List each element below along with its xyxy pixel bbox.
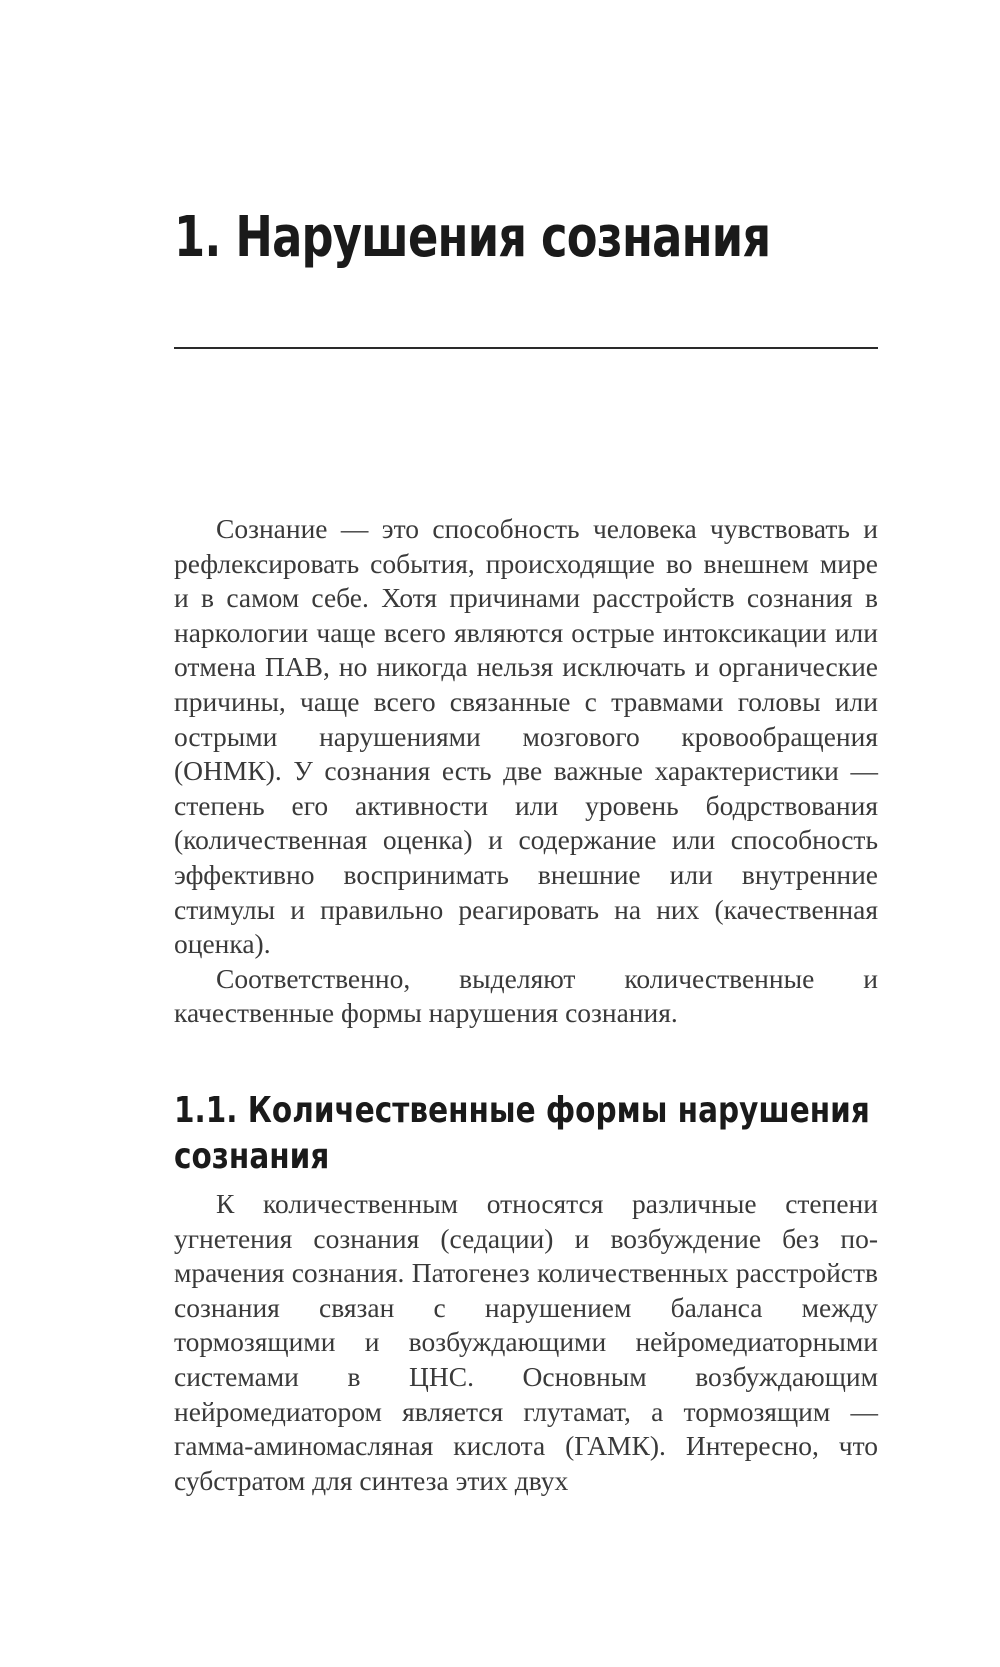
section-title: 1.1. Количественные формы нарушения сознания (174, 1090, 870, 1177)
chapter-divider (174, 347, 878, 349)
paragraph: Соответственно, выделяют количественные и качественные формы нарушения сознания. (174, 962, 878, 1029)
section-text (174, 1187, 878, 1498)
paragraph: Сознание — это способность человека чувствовать и рефлексировать события, происходящие во внешнем мире и в самом себе. Хотя причинами расстройств сознания в наркологии чаще всего являются острые интоксикации или отмена ПАВ, но никогда нельзя исключать и органические причины, чаще всего связанные с травмами головы или острыми нарушениями мозгового кровообращения (ОНМК). У сознания есть две важные характеристики — степень его активности или уровень бодрствования (количественная оценка) и содержание или способность эффективно воспринимать внешние или внутренние стимулы и правильно реагировать на них (качественная оценка). (174, 513, 878, 960)
chapter-title: 1. Нарушения сознания (174, 205, 771, 270)
intro-text (174, 512, 878, 1031)
paragraph: К количественным относятся различные степени угнетения сознания (седации) и возбуждение без помрачения сознания. Патогенез количественных расстройств сознания связан с нарушением баланса между тормозящими и возбуждающими нейромедиаторными системами в ЦНС. Основным возбуждающим нейромедиатором является глутамат, а тормозящим — гамма-аминомасляная кислота (ГАМК). Интересно, что субстратом для синтеза этих двух (174, 1188, 878, 1496)
